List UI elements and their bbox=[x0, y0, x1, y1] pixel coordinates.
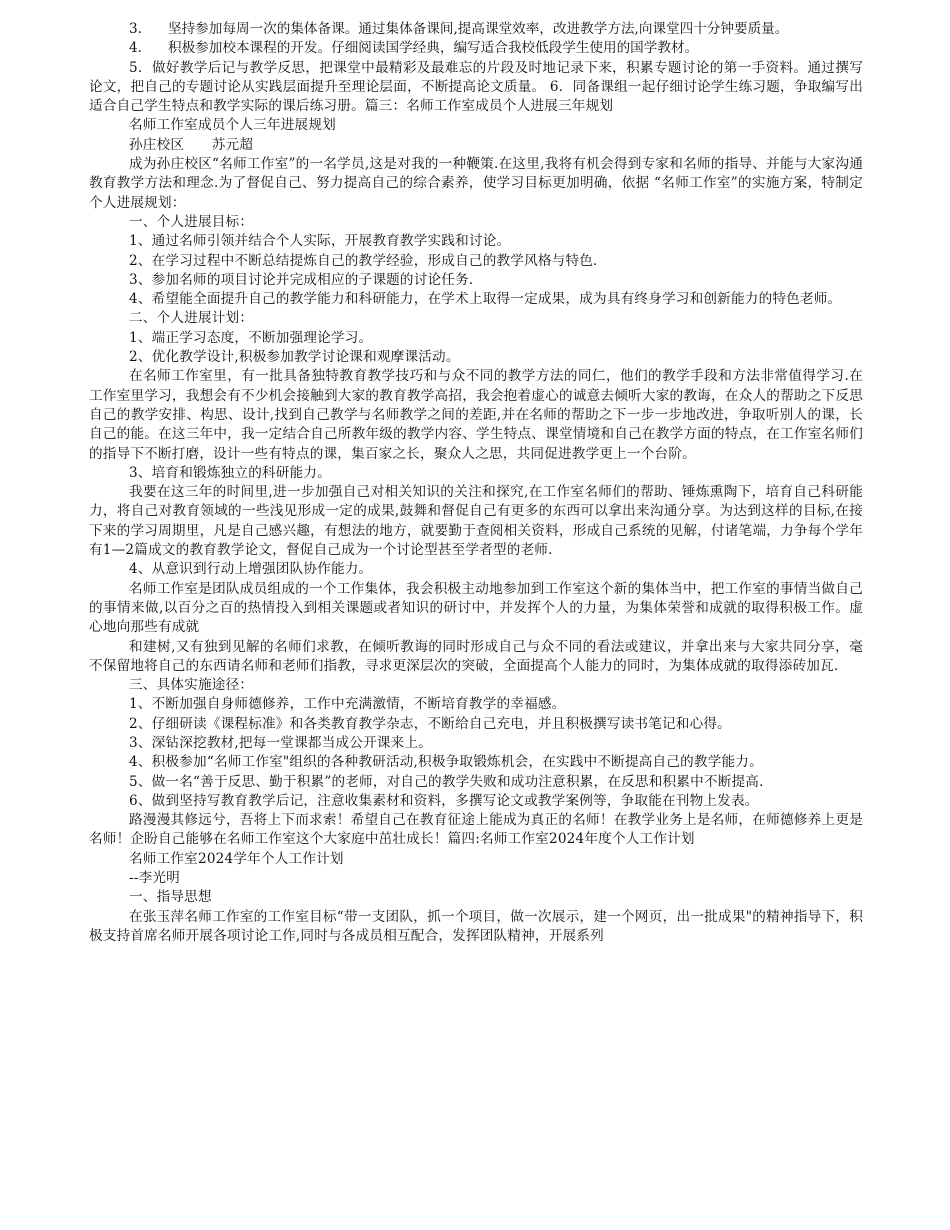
paragraph: 3、参加名师的项目讨论并完成相应的子课题的讨论任务． bbox=[129, 271, 483, 288]
author-line: 孙庄校区 苏元超 bbox=[129, 136, 254, 153]
paragraph: 2、在学习过程中不断总结提炼自己的教学经验，形成自己的教学风格与特色． bbox=[129, 252, 607, 269]
paragraph: 和建树,又有独到见解的名师们求教，在倾听教诲的同时形成自己与众不同的看法或建议，并拿出来与大家共同分享，毫不保留地将自己的东西请名师和老师们指教，寻求更深层次的突破，全面提高个人能力的同时，为集体成就的取得添砖加瓦． bbox=[89, 638, 863, 674]
paragraph: 我要在这三年的时间里,进一步加强自己对相关知识的关注和探究,在工作室名师们的帮助、锤炼熏陶下，培育自己科研能力，将自己对教育领域的一些浅见形成一定的成果,鼓舞和督促自己有更多的东西可以拿出来沟通分享。为达到这样的目标,在接下来的学习周期里，凡是自己感兴趣，有想法的地方，就要勤于查阅相关资料，形成自己系统的见解，付诸笔端，力争每个学年有1—2篇成文的教育教学论文，督促自己成为一个讨论型甚至学者型的老师． bbox=[89, 484, 863, 559]
paragraph: 2、优化教学设计,积极参加教学讨论课和观摩课活动。 bbox=[129, 349, 460, 366]
paragraph: 4、希望能全面提升自己的教学能力和科研能力，在学术上取得一定成果，成为具有终身学习和创新能力的特色老师。 bbox=[129, 291, 842, 308]
paragraph: 成为孙庄校区“名师工作室”的一名学员,这是对我的一种鞭策.在这里,我将有机会得到专家和名师的指导、并能与大家沟通教育教学方法和理念.为了督促自己、努力提高自己的综合素养，使学习目标更加明确，依据 “名师工作室”的实施方案，特制定个人进展规划： bbox=[89, 156, 863, 211]
paragraph: 4、从意识到行动上增强团队协作能力。 bbox=[129, 561, 373, 578]
paragraph: 2、仔细研读《课程标准》和各类教育教学杂志，不断给自己充电，并且积极撰写读书笔记和心得。 bbox=[129, 715, 731, 732]
section-heading: 三、具体实施途径： bbox=[129, 677, 254, 694]
paragraph: 1、不断加强自身师德修养，工作中充满激情，不断培育教学的幸福感。 bbox=[129, 696, 566, 713]
author-line: --李光明 bbox=[129, 870, 180, 887]
document-body bbox=[89, 20, 863, 946]
item-number: 4. bbox=[129, 40, 142, 57]
item-text: 坚持参加每周一次的集体备课。通过集体备课间,提高课堂效率，改进教学方法,向课堂四十分钟要质量。 bbox=[168, 21, 789, 37]
paragraph: 路漫漫其修远兮，吾将上下而求索！希望自己在教育征途上能成为真正的名师！在教学业务上是名师，在师德修养上更是名师！企盼自己能够在名师工作室这个大家庭中茁壮成长！篇四:名师工作室2024年度个人工作计划 bbox=[89, 812, 863, 848]
section-heading: 二、个人进展计划： bbox=[129, 310, 254, 327]
item-text: 积极参加校本课程的开发。仔细阅读国学经典，编写适合我校低段学生使用的国学教材。 bbox=[168, 40, 699, 57]
section-heading: 一、个人进展目标： bbox=[129, 213, 254, 230]
section-title: 名师工作室成员个人三年进展规划 bbox=[129, 117, 336, 134]
paragraph: 4、积极参加“名师工作室"组织的各种教研活动,积极争取锻炼机会，在实践中不断提高自己的教学能力。 bbox=[129, 754, 763, 771]
paragraph: 5．做好教学后记与教学反思，把课堂中最精彩及最难忘的片段及时地记录下来，积累专题讨论的第一手资料。通过撰写论文，把自己的专题讨论从实践层面提升至理论层面，不断提高论文质量。 6．同备课组一起仔细讨论学生练习题，争取编写出适合自己学生特点和教学实际的课后练习册。篇三：名师工作室成员个人进展三年规划 bbox=[89, 59, 863, 115]
paragraph: 3、培育和锻炼独立的科研能力。 bbox=[129, 464, 331, 481]
section-title: 名师工作室2024学年个人工作计划 bbox=[129, 850, 344, 867]
paragraph: 名师工作室是团队成员组成的一个工作集体，我会积极主动地参加到工作室这个新的集体当中，把工作室的事情当做自己的事情来做,以百分之百的热情投入到相关课题或者知识的研讨中，并发挥个人的力量，为集体荣誉和成就的取得积极工作。虚心地向那些有成就 bbox=[89, 580, 863, 636]
paragraph: 5、做一名“善于反思、勤于积累”的老师，对自己的教学失败和成功注意积累，在反思和积累中不断提高． bbox=[129, 773, 773, 790]
paragraph: 在名师工作室里，有一批具备独特教育教学技巧和与众不同的教学方法的同仁，他们的教学手段和方法非常值得学习.在工作室里学习，我想会有不少机会接触到大家的教育教学高招，我会抱着虚心的诚意去倾听大家的教诲，在众人的帮助之下反思自己的教学安排、构思、设计,找到自己教学与名师教学之间的差距,并在名师的帮助之下一步一步地改进，争取听别人的课，长自己的能。在这三年中，我一定结合自己所教年级的教学内容、学生特点、课堂情境和自己在教学方面的特点，在工作室名师们的指导下不断打磨，设计一些有特点的课，集百家之长，聚众人之思，共同促进教学更上一个台阶。 bbox=[89, 368, 863, 462]
item-number: 3. bbox=[129, 21, 142, 37]
paragraph: 1、端正学习态度，不断加强理论学习。 bbox=[129, 329, 373, 346]
paragraph: 在张玉萍名师工作室的工作室目标“带一支团队，抓一个项目，做一次展示，建一个网页，出一批成果"的精神指导下，积极支持首席名师开展各项讨论工作,同时与各成员相互配合，发挥团队精神，开展系列 bbox=[89, 908, 863, 944]
numbered-item bbox=[89, 39, 863, 58]
paragraph: 6、做到坚持写教育教学后记，注意收集素材和资料，多撰写论文或教学案例等，争取能在刊物上发表。 bbox=[129, 792, 759, 809]
numbered-item bbox=[89, 20, 863, 39]
section-heading: 一、指导思想 bbox=[129, 889, 212, 906]
paragraph: 1、通过名师引领并结合个人实际，开展教育教学实践和讨论。 bbox=[129, 233, 511, 250]
paragraph: 3、深钻深挖教材,把每一堂课都当成公开课来上。 bbox=[129, 734, 433, 751]
